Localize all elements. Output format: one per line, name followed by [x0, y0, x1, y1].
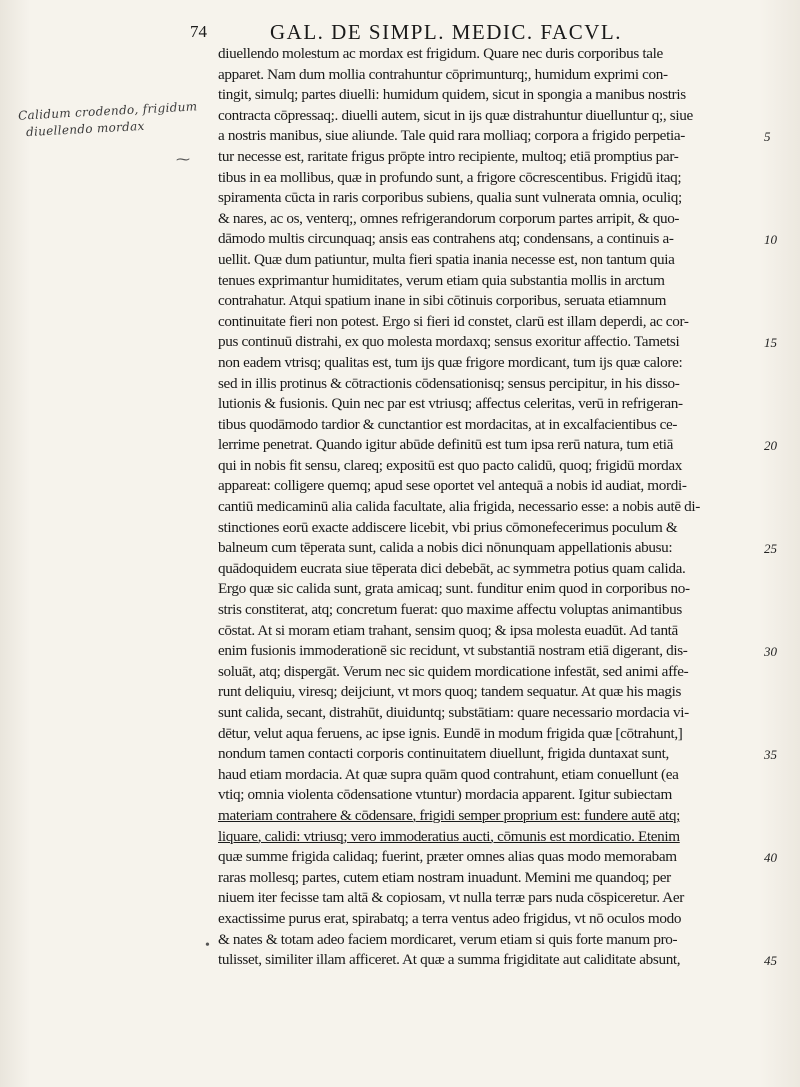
text-line-content: diuellendo molestum ac mordax est frigidum. Quare nec duris corporibus tale	[218, 45, 663, 62]
text-line-content: & nates & totam adeo faciem mordicaret, verum etiam si quis forte manum pro-	[218, 930, 678, 948]
text-line-content: tulisset, similiter illam afficeret. At quæ a summa frigiditate aut caliditate absunt,	[218, 951, 681, 969]
text-line-content: vtiq; omnia violenta cōdensatione vtuntur) mordacia apparent. Igitur subiectam	[218, 786, 672, 804]
text-line-content: sed in illis protinus & cōtractionis cōdensationisq; sensus percipitur, in his disso-	[218, 374, 680, 392]
text-line	[218, 579, 758, 600]
line-number: 35	[764, 747, 777, 763]
text-line-content: lutionis & fusionis. Quin nec par est vtriusq; affectus celeritas, verū in refrigeran-	[218, 395, 683, 413]
line-number: 40	[764, 850, 777, 866]
line-number: 25	[764, 541, 777, 557]
text-line-content: materiam contrahere & cōdensare, frigidi semper proprium est: fundere autē atq;	[218, 806, 680, 824]
text-line	[218, 765, 758, 786]
text-line	[218, 188, 758, 209]
line-number: 15	[764, 335, 777, 351]
text-line-content: sunt calida, secant, distrahūt, diuiduntq; substātiam: quare necessario mordacia vi-	[218, 704, 689, 721]
margin-dash-mark: ⁓	[176, 153, 190, 168]
text-line-content: Ergo quæ sic calida sunt, grata amicaq; sunt. funditur enim quod in corporibus no-	[218, 580, 690, 598]
text-line	[218, 147, 758, 168]
text-line	[218, 415, 758, 436]
text-line	[218, 847, 758, 868]
text-line-content: balneum cum tēperata sunt, calida a nobis dici nōnunquam appellationis abusu:	[218, 539, 673, 557]
text-line-content: appareat: colligere quemq; apud sese oportet vel antequā a nobis id audiat, mordi-	[218, 477, 687, 495]
text-line	[218, 703, 758, 724]
text-line	[218, 868, 758, 889]
text-line-content: apparet. Nam dum mollia contrahuntur cōprimunturq;, humidum exprimi con-	[218, 65, 668, 83]
text-line	[218, 250, 758, 271]
text-line-content: lerrime penetrat. Quando igitur abūde definitū est tum ipsa rerū natura, tum etiā	[218, 436, 673, 454]
text-line	[218, 85, 758, 106]
text-line-content: nondum tamen contacti corporis continuitatem diuellunt, frigida duntaxat sunt,	[218, 745, 669, 763]
text-line-content: qui in nobis fit sensu, clareq; expositū est quo pacto calidū, quoq; frigidū mordax	[218, 456, 683, 474]
text-line	[218, 641, 758, 662]
text-line-content: tur necesse est, raritate frigus prōpte intro recipiente, multoq; etiā promptius par-	[218, 147, 679, 165]
text-line	[218, 724, 758, 745]
margin-note-1: Calidum crodendo, frigidum	[17, 99, 198, 123]
text-line-content: continuitate fieri non potest. Ergo si fieri id constet, clarū est illam deperdi, ac cor-	[218, 312, 689, 330]
text-line	[218, 353, 758, 374]
text-line	[218, 888, 758, 909]
text-line-content: tibus in ea mollibus, quæ in profundo sunt, a frigore cōcrescentibus. Frigidū itaq;	[218, 168, 682, 186]
text-line	[218, 518, 758, 539]
text-line-content: a nostris manibus, siue aliunde. Tale quid rara molliaq; corpora a frigido perpetia-	[218, 127, 685, 145]
text-line	[218, 476, 758, 497]
text-line	[218, 682, 758, 703]
text-line	[218, 538, 758, 559]
text-line-content: soluāt, atq; dispergāt. Verum nec sic quidem mordicatione infestāt, sed animi affe-	[218, 662, 689, 680]
text-line	[218, 827, 758, 848]
text-line	[218, 65, 758, 86]
margin-note-2: diuellendo mordax	[25, 118, 145, 140]
text-line	[218, 332, 758, 353]
line-number: 20	[764, 438, 777, 454]
text-line	[218, 600, 758, 621]
text-line	[218, 374, 758, 395]
text-line	[218, 291, 758, 312]
text-line-content: runt deliquiu, viresq; deijciunt, vt mors quoq; tandem sequatur. At quæ his magis	[218, 683, 682, 701]
text-line	[218, 744, 758, 765]
line-number: 30	[764, 644, 777, 660]
text-line	[218, 806, 758, 827]
text-line-content: exactissime purus erat, spirabatq; a terra ventus adeo frigidus, vt nō oculos modo	[218, 909, 682, 927]
text-line-content: tibus quodāmodo tardior & cunctantior est mordacitas, at in excalfacientibus ce-	[218, 415, 678, 433]
text-line-content: dētur, velut aqua feruens, ac ipse ignis. Eundē in modum frigida quæ [cōtrahunt,]	[218, 724, 683, 742]
body-text	[218, 44, 758, 971]
text-line	[218, 229, 758, 250]
text-line-content: spiramenta cūcta in raris corporibus subiens, qualia sunt vulnerata omnia, oculiq;	[218, 189, 682, 207]
page-number: 74	[190, 22, 207, 41]
text-line	[218, 209, 758, 230]
text-line-content: liquare, calidi: vtriusq; vero immoderatius aucti, cōmunis est mordicatio. Etenim	[218, 827, 680, 845]
text-line-content: contracta cōpressaq;. diuelli autem, sicut in ijs quæ distrahuntur diuelluntur q;, siue	[218, 106, 693, 124]
text-line	[218, 559, 758, 580]
text-line	[218, 950, 758, 971]
text-line-content: non eadem vtrisq; qualitas est, tum ijs quæ frigore mordicant, tum ijs quæ calore:	[218, 353, 683, 371]
line-number: 45	[764, 953, 777, 969]
text-line	[218, 662, 758, 683]
text-line-content: raras mollesq; partes, cutem etiam nostram inuadunt. Memini me quandoq; per	[218, 868, 671, 886]
text-line-content: cōstat. At si moram etiam trahant, sensim quoq; & ipsa molesta euadūt. Ad tantā	[218, 621, 678, 639]
text-line	[218, 456, 758, 477]
line-number: 5	[764, 129, 771, 145]
line-number: 10	[764, 232, 777, 248]
text-line	[218, 271, 758, 292]
running-title: GAL. DE SIMPL. MEDIC. FACVL.	[270, 20, 622, 44]
text-line	[218, 930, 758, 951]
text-line-content: tenues exprimantur humiditates, verum etiam quia substantia mollis in arctum	[218, 271, 665, 289]
text-line-content: cantiū medicaminū alia calida facultate, alia frigida, necessario esse: a nobis autē di-	[218, 498, 700, 516]
text-line	[218, 168, 758, 189]
text-line-content: haud etiam mordacia. At quæ supra quām quod contrahunt, etiam conuellunt (ea	[218, 765, 679, 783]
text-line	[218, 435, 758, 456]
text-line	[218, 126, 758, 147]
text-line-content: enim fusionis immoderationē sic recidunt, vt substantiā nostram etiā digerant, dis-	[218, 642, 688, 660]
text-line-content: & nares, ac os, venterq;, omnes refrigerandorum corporum partes arripit, & quo-	[218, 209, 680, 227]
text-line	[218, 44, 758, 65]
text-line-content: niuem iter fecisse tam altā & copiosam, vt nulla terræ pars nuda cōspiceretur. Aer	[218, 889, 684, 907]
margin-dot-mark: •	[205, 938, 210, 953]
text-line	[218, 106, 758, 127]
text-line-content: pus continuū distrahi, ex quo molesta mordaxq; sensus exoritur affectio. Tametsi	[218, 333, 680, 351]
text-line-content: stinctiones eorū exacte addiscere licebit, vbi prius cōmonefecerimus poculum &	[218, 518, 678, 536]
text-line	[218, 497, 758, 518]
text-line-content: dāmodo multis circunquaq; ansis eas contrahens atq; condensans, a continuis a-	[218, 230, 674, 248]
text-line	[218, 621, 758, 642]
text-line-content: stris constiterat, atq; concretum fuerat: quo maxime affectu voluptas animantibus	[218, 601, 682, 619]
text-line-content: contrahatur. Atqui spatium inane in sibi cōtinuis corporibus, seruata etiamnum	[218, 292, 667, 310]
text-line	[218, 785, 758, 806]
text-line-content: tingit, simulq; partes diuelli: humidum quidem, sicut in spongia a manibus nostris	[218, 86, 686, 104]
text-line-content: quādoquidem eucrata siue tēperata dici debebāt, ac symmetra potius quam calida.	[218, 559, 686, 577]
text-line-content: uellit. Quæ dum patiuntur, multa fieri spatia inania necesse est, non tantum quia	[218, 250, 675, 268]
text-line	[218, 394, 758, 415]
text-line	[218, 312, 758, 333]
text-line-content: quæ summe frigida calidaq; fuerint, præter omnes alias quas modo memorabam	[218, 848, 677, 866]
text-line	[218, 909, 758, 930]
